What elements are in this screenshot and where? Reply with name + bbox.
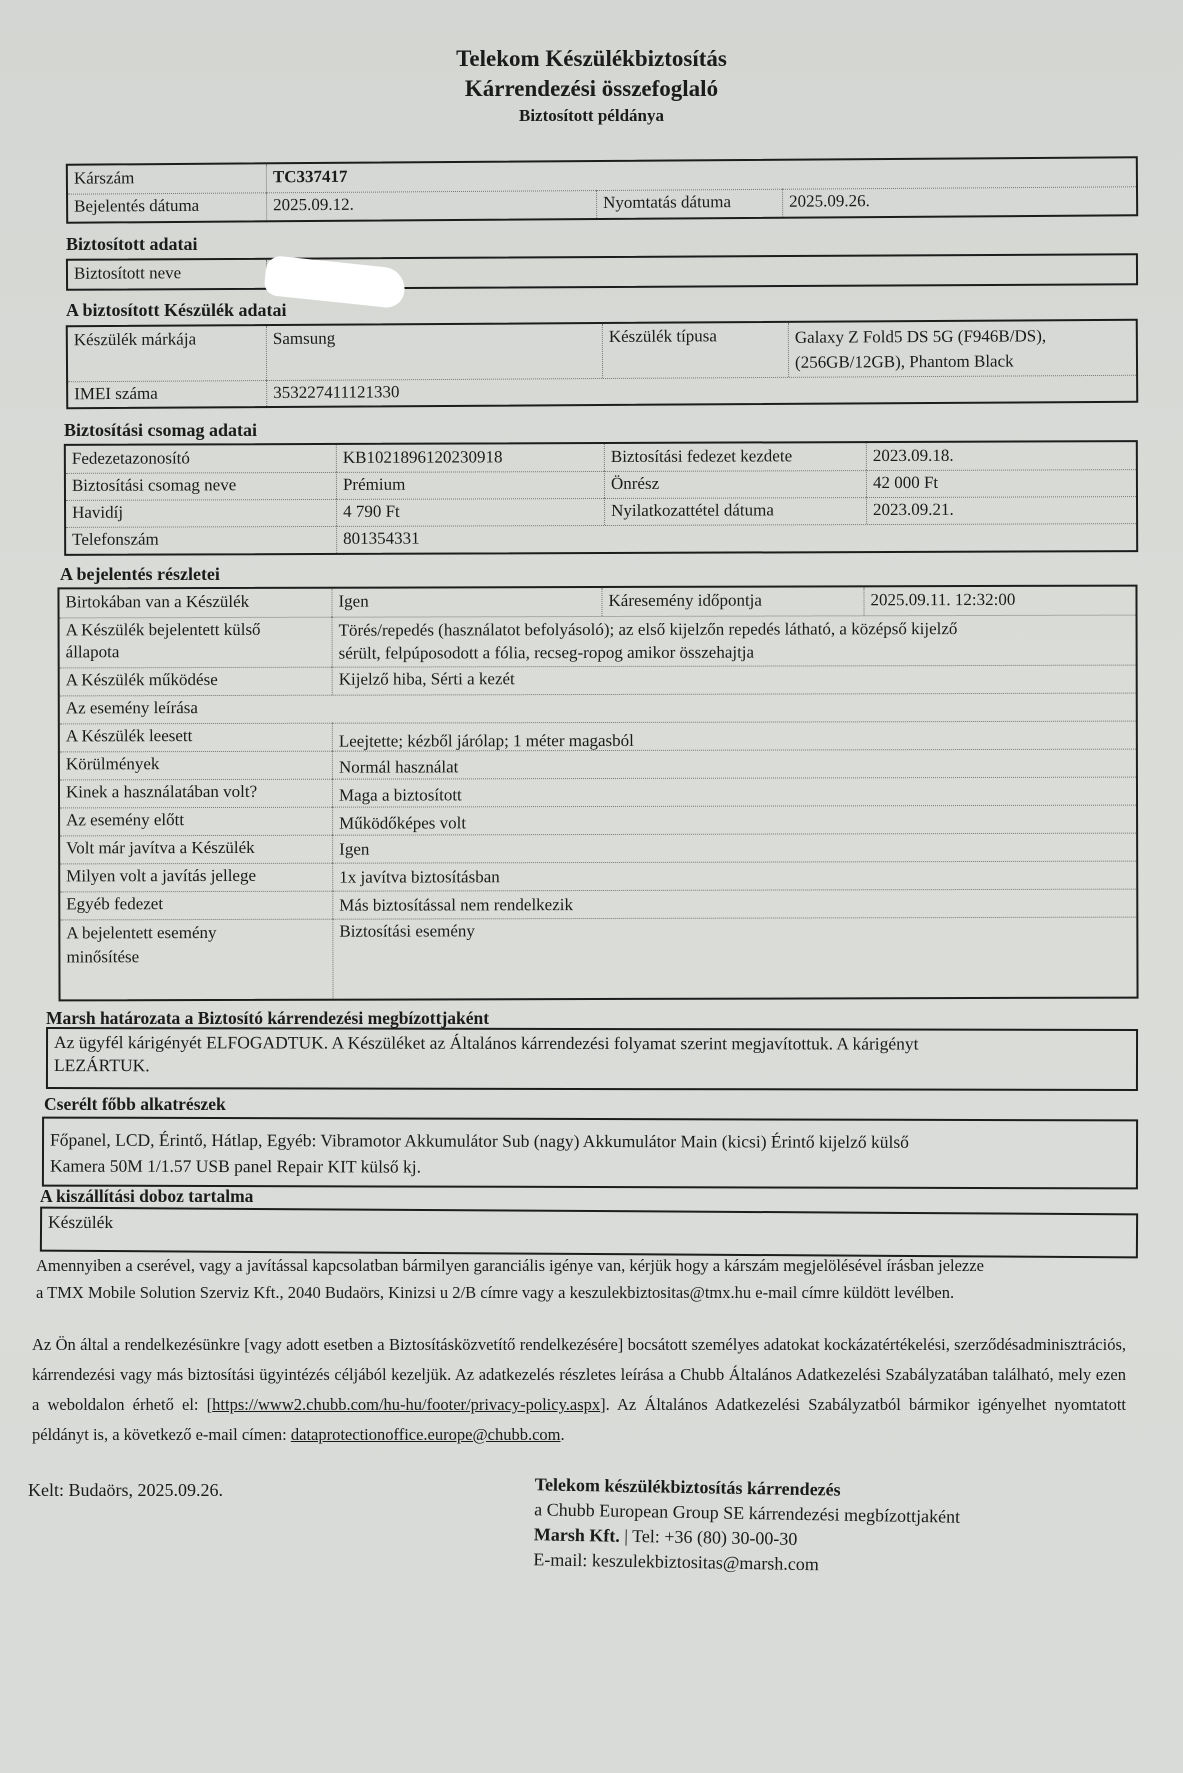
device-brand-value: Samsung [266, 324, 602, 380]
decision-line-1: Az ügyfél kárigényét ELFOGADTUK. A Készüléket az Általános kárrendezési folyamat szerint megjavítottuk. A kárigényt [54, 1032, 919, 1054]
parts-line-2: Kamera 50M 1/1.57 USB panel Repair KIT külső kj. [49, 1155, 422, 1177]
box-contents-box [40, 1207, 1138, 1259]
report-row-label: Kinek a használatában volt? [65, 781, 258, 802]
condition-label [60, 617, 332, 668]
report-row-label: Egyéb fedezet [66, 894, 164, 914]
report-row-label: Volt már javítva a Készülék [66, 837, 255, 858]
report-table [57, 585, 1138, 1002]
decision-section-title: Marsh határozata a Biztosító kárrendezési megbízottjaként [46, 1008, 490, 1028]
data-protection-email-link[interactable]: dataprotectionoffice.europe@chubb.com [290, 1425, 561, 1444]
event-time-value: 2025.09.11. 12:32:00 [863, 587, 1135, 616]
qualification-row [60, 917, 1136, 1000]
package-label: Fedezetazonosító [71, 448, 190, 468]
device-section-title: A biztosított Készülék adatai [66, 300, 287, 320]
print-date-label: Nyomtatás dátuma [596, 189, 782, 218]
condition-value-line-1: Törés/repedés (használatot befolyásoló); az első kijelzőn repedés látható, a középső kijelző [338, 619, 958, 640]
insured-table [66, 253, 1138, 291]
package-value: Prémium [336, 471, 604, 499]
report-row [60, 749, 1136, 781]
box-contents-value: Készülék [47, 1211, 114, 1233]
privacy-text: Az Ön által a rendelkezésünkre [vagy adott esetben a Biztosításközvetítő rendelkezésére] bocsátott személyes adatokat kockázatértékelési, szerződésadminisztrációs, kárrendezési vagy más biztosítási ügyintézés céljából kezeljük. Az adatkezelés részletes leírása a Chubb Általános Adatkezelési Szabályzatában található, mely ezen a weboldalon érhető el: [ [32, 1335, 1126, 1414]
possession-row [59, 587, 1135, 619]
package-label-2: Nyilatkozattétel dátuma [604, 497, 866, 525]
report-row [60, 693, 1136, 725]
package-label-2: Biztosítási fedezet kezdete [604, 443, 866, 471]
claim-number-label: Kárszám [73, 168, 135, 188]
report-section-title: A bejelentés részletei [60, 564, 220, 584]
qualification-label [60, 919, 332, 1000]
signature-company: Marsh Kft. [533, 1524, 620, 1546]
box-contents-section-title: A kiszállítási doboz tartalma [40, 1186, 254, 1206]
package-label-2: Önrész [604, 470, 866, 498]
report-row-value: Leejtette; kézből járólap; 1 méter magasból [332, 721, 1136, 751]
decision-box [46, 1027, 1138, 1091]
report-date-label: Bejelentés dátuma [74, 195, 200, 216]
report-date-value: 2025.09.12. [266, 190, 596, 220]
warranty-note-line-1: Amennyiben a cserével, vagy a javítással kapcsolatban bármilyen garanciális igénye van, kérjük hogy a kárszám megjelölésével írásban jelezze [36, 1256, 984, 1275]
insured-name-row [68, 255, 1136, 289]
condition-value-line-2: sérült, felpúposodott a fólia, recseg-ropog amikor összehajtja [338, 642, 755, 663]
insured-section-title: Biztosított adatai [66, 234, 198, 254]
copy-label: Biztosított példánya [519, 106, 664, 125]
report-row [60, 805, 1136, 837]
report-row [60, 777, 1136, 809]
condition-row [60, 615, 1136, 669]
qualification-label-line-1: A bejelentett esemény [66, 922, 217, 943]
privacy-policy-link[interactable]: https://www2.chubb.com/hu-hu/footer/privacy-policy.aspx [212, 1395, 601, 1414]
report-row-value: Maga a biztosított [332, 777, 1136, 807]
signature-block [533, 1472, 961, 1579]
signature-line-1: Telekom készülékbiztosítás kárrendezés [534, 1474, 841, 1500]
possession-label: Birtokában van a Készülék [65, 591, 250, 612]
package-section-title: Biztosítási csomag adatai [64, 420, 257, 440]
claim-info-table [66, 156, 1138, 223]
report-row [60, 721, 1136, 753]
document-subtitle: Kárrendezési összefoglaló [464, 76, 719, 101]
package-table [64, 440, 1138, 556]
condition-value [332, 615, 1136, 667]
package-value-2: 2023.09.21. [866, 496, 1136, 524]
report-row-label: Az esemény előtt [66, 810, 185, 830]
report-row [60, 861, 1136, 893]
package-label: Telefonszám [72, 529, 159, 549]
device-type-label: Készülék típusa [602, 323, 788, 378]
report-row [60, 665, 1136, 697]
report-row-value: Kijelző hiba, Sérti a kezét [332, 665, 1136, 695]
device-brand-row [68, 321, 1136, 383]
report-row-label: Körülmények [65, 754, 160, 774]
report-row-value: Igen [332, 833, 1136, 863]
report-row [60, 833, 1136, 865]
package-row [66, 523, 1136, 554]
possession-value: Igen [331, 588, 601, 617]
condition-label-line-2: állapota [65, 642, 120, 662]
report-row-value: 1x javítva biztosításban [332, 861, 1136, 891]
print-date-value: 2025.09.26. [782, 186, 1136, 216]
report-row-value: Más biztosítással nem rendelkezik [332, 889, 1136, 919]
qualification-label-line-2: minősítése [66, 947, 140, 967]
parts-text [50, 1127, 1126, 1182]
device-type-line-1: Galaxy Z Fold5 DS 5G (F946B/DS), [794, 326, 1047, 347]
privacy-text-continued: ]. Az Általános Adatkezelési Szabályzatból bármikor igényelhet nyomtatott példányt is, a következő e-mail címen: [32, 1395, 1126, 1444]
parts-section-title: Cserélt főbb alkatrészek [44, 1094, 226, 1114]
qualification-value: Biztosítási esemény [332, 917, 1136, 999]
package-value-2: 42 000 Ft [866, 469, 1136, 497]
report-row-label: A Készülék leesett [65, 726, 193, 746]
signature-line-2: a Chubb European Group SE kárrendezési megbízottjaként [534, 1499, 961, 1527]
signature-phone: | Tel: +36 (80) 30-00-30 [619, 1525, 798, 1549]
report-row-label: Milyen volt a javítás jellege [66, 865, 257, 886]
warranty-note-line-2: a TMX Mobile Solution Szerviz Kft., 2040 Budaörs, Kinizsi u 2/B címre vagy a keszulekbiztositas@tmx.hu e-mail címre küldött levélben. [36, 1283, 955, 1302]
insured-name-label: Biztosított neve [73, 263, 182, 283]
imei-row [68, 375, 1136, 408]
parts-line-1: Főpanel, LCD, Érintő, Hátlap, Egyéb: Vibramotor Akkumulátor Sub (nagy) Akkumulátor Main (kicsi) Érintő kijelző külső [50, 1129, 909, 1152]
report-row-value: Normál használat [332, 749, 1136, 779]
privacy-text-end: . [560, 1425, 565, 1444]
package-value: 801354331 [336, 523, 1136, 553]
parts-box [42, 1117, 1138, 1190]
device-type-value [788, 321, 1136, 377]
package-value: 4 790 Ft [336, 498, 604, 526]
imei-label: IMEI száma [74, 383, 158, 404]
warranty-note [36, 1252, 1126, 1306]
signature-email: E-mail: keszulekbiztositas@marsh.com [533, 1549, 820, 1575]
device-type-line-2: (256GB/12GB), Phantom Black [794, 351, 1014, 372]
package-label: Biztosítási csomag neve [71, 475, 237, 495]
package-label: Havidíj [72, 502, 124, 522]
report-row-value: Működőképes volt [332, 805, 1136, 835]
imei-value: 353227411121330 [266, 375, 1136, 406]
condition-label-line-1: A Készülék bejelentett külső [65, 619, 261, 640]
package-value-2: 2023.09.18. [866, 442, 1136, 470]
package-value: KB1021896120230918 [336, 444, 604, 472]
device-table [66, 319, 1138, 410]
device-brand-label: Készülék márkája [73, 329, 197, 350]
event-time-label: Káresemény időpontja [601, 587, 863, 616]
decision-text [54, 1031, 1126, 1079]
decision-line-2: LEZÁRTUK. [53, 1055, 150, 1076]
privacy-note [32, 1330, 1126, 1450]
report-row-label: Az esemény leírása [65, 698, 198, 718]
place-and-date: Kelt: Budaörs, 2025.09.26. [28, 1480, 223, 1500]
claim-number-value: TC337417 [266, 158, 1136, 192]
report-row [60, 889, 1136, 921]
report-row-label: A Készülék működése [65, 669, 218, 690]
document-title: Telekom Készülékbiztosítás [456, 46, 727, 71]
